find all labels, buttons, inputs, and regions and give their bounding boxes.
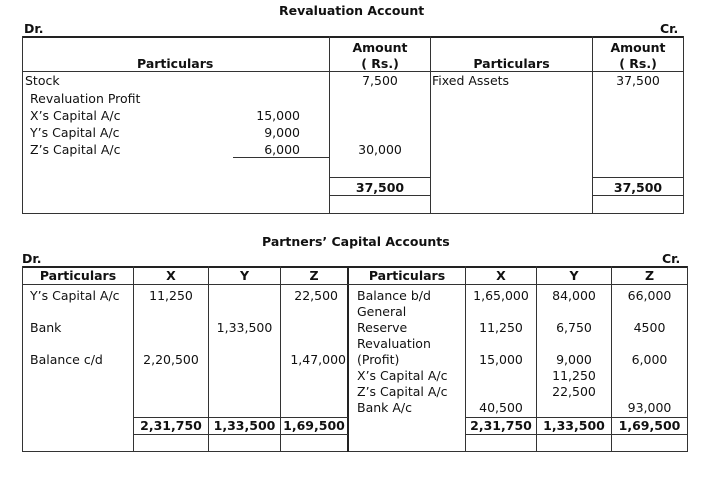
partners-head-particulars-left: Particulars xyxy=(39,268,117,283)
partners-left-row-2-y: 1,33,500 xyxy=(216,320,273,335)
partners-right-row-3-bank: Bank A/c xyxy=(357,400,413,415)
reval-total-rule-left-bottom xyxy=(329,195,431,196)
partners-right-row-3-label: (Profit) xyxy=(357,352,400,367)
partners-right-row-2-label-2: Revaluation xyxy=(357,336,431,351)
partners-left-row-3-x: 2,20,500 xyxy=(143,352,199,367)
partners-left-row-3-z: 1,47,000 xyxy=(290,352,346,367)
partners-head-z-left: Z xyxy=(309,268,319,283)
partners-total-left-y: 1,33,500 xyxy=(213,418,276,433)
reval-bottom-border xyxy=(22,213,684,214)
partners-head-y-right: Y xyxy=(569,268,579,283)
partners-right-row-2-z: 4500 xyxy=(633,320,666,335)
partners-right-row-3-z: 6,000 xyxy=(631,352,668,367)
partners-right-row-1-z: 66,000 xyxy=(627,288,672,303)
partners-right-border xyxy=(687,266,688,452)
reval-head-amount-right: Amount xyxy=(610,40,666,55)
reval-fixed-assets-amount: 37,500 xyxy=(616,73,660,88)
partners-head-z-right: Z xyxy=(644,268,655,283)
reval-fixed-assets-label: Fixed Assets xyxy=(432,73,510,88)
reval-head-amount-left: Amount xyxy=(352,40,408,55)
reval-z-share: 6,000 xyxy=(264,142,300,157)
reval-y-capital-label: Y’s Capital A/c xyxy=(30,125,120,140)
partners-right-row-2-y: 6,750 xyxy=(556,320,592,335)
partners-left-row-1-label: Y’s Capital A/c xyxy=(30,288,120,303)
reval-stock-amount: 7,500 xyxy=(362,73,398,88)
reval-total-right: 37,500 xyxy=(613,180,663,195)
reval-top-border xyxy=(22,36,684,38)
partners-header-rule xyxy=(22,284,688,285)
reval-dr-label: Dr. xyxy=(24,21,44,36)
partners-head-particulars-right: Particulars xyxy=(368,268,446,283)
reval-profit-label: Revaluation Profit xyxy=(30,91,141,106)
partners-total-right-y: 1,33,500 xyxy=(543,418,605,433)
partners-title: Partners’ Capital Accounts xyxy=(262,234,450,249)
reval-total-rule-right-bottom xyxy=(592,195,684,196)
partners-left-row-1-x: 11,250 xyxy=(149,288,193,303)
reval-total-rule-right xyxy=(592,177,684,178)
partners-bottom-border xyxy=(22,451,688,452)
reval-profit-total: 30,000 xyxy=(358,142,402,157)
partners-col-divider-4 xyxy=(347,266,349,452)
reval-right-border xyxy=(683,36,684,214)
reval-x-share: 15,000 xyxy=(256,108,300,123)
partners-right-row-3-y-2: 11,250 xyxy=(552,368,596,383)
partners-right-row-4-z: 93,000 xyxy=(627,400,672,415)
partners-total-right-x: 2,31,750 xyxy=(470,418,532,433)
partners-right-row-2-x: 11,250 xyxy=(479,320,523,335)
partners-head-x-left: X xyxy=(166,268,176,283)
reval-total-left: 37,500 xyxy=(355,180,405,195)
partners-right-row-3-y-1: 9,000 xyxy=(556,352,592,367)
reval-z-capital-label: Z’s Capital A/c xyxy=(30,142,121,157)
reval-left-border xyxy=(22,36,23,214)
partners-cr-label: Cr. xyxy=(662,251,681,266)
partners-total-rule-left-bottom xyxy=(133,434,348,435)
reval-head-particulars-left: Particulars xyxy=(137,56,214,71)
partners-right-row-1-x: 1,65,000 xyxy=(473,288,529,303)
reval-cr-label: Cr. xyxy=(660,21,679,36)
partners-right-row-3-x-capital: X’s Capital A/c xyxy=(357,368,448,383)
partners-left-row-2-label: Bank xyxy=(30,320,62,335)
partners-right-row-2-label: Reserve xyxy=(357,320,408,335)
partners-right-row-4-x: 40,500 xyxy=(479,400,523,415)
reval-x-capital-label: X’s Capital A/c xyxy=(30,108,121,123)
partners-right-row-3-z-capital: Z’s Capital A/c xyxy=(357,384,448,399)
partners-head-y-left: Y xyxy=(239,268,250,283)
partners-right-row-1-y: 84,000 xyxy=(552,288,596,303)
reval-y-share: 9,000 xyxy=(264,125,300,140)
reval-head-amount-left-unit: ( Rs.) xyxy=(361,56,399,71)
partners-right-row-3-y-3: 22,500 xyxy=(552,384,596,399)
partners-total-left-x: 2,31,750 xyxy=(140,418,202,433)
reval-header-rule xyxy=(22,71,684,72)
partners-total-rule-right-bottom xyxy=(465,434,688,435)
partners-right-row-1-label: Balance b/d xyxy=(357,288,431,303)
reval-head-particulars-right: Particulars xyxy=(473,56,550,71)
reval-total-rule-left xyxy=(329,177,431,178)
revaluation-title: Revaluation Account xyxy=(279,3,425,18)
partners-total-left-z: 1,69,500 xyxy=(283,418,345,433)
partners-left-row-1-z: 22,500 xyxy=(294,288,338,303)
partners-left-border xyxy=(22,266,23,452)
reval-head-amount-right-unit: ( Rs.) xyxy=(619,56,657,71)
partners-left-row-3-label: Balance c/d xyxy=(30,352,103,367)
partners-head-x-right: X xyxy=(496,268,506,283)
partners-right-row-3-x: 15,000 xyxy=(479,352,523,367)
partners-dr-label: Dr. xyxy=(22,251,42,266)
reval-stock-label: Stock xyxy=(25,73,60,88)
reval-share-underline xyxy=(233,157,329,158)
partners-total-right-z: 1,69,500 xyxy=(618,418,681,433)
partners-right-row-1-label-2: General xyxy=(357,304,407,319)
